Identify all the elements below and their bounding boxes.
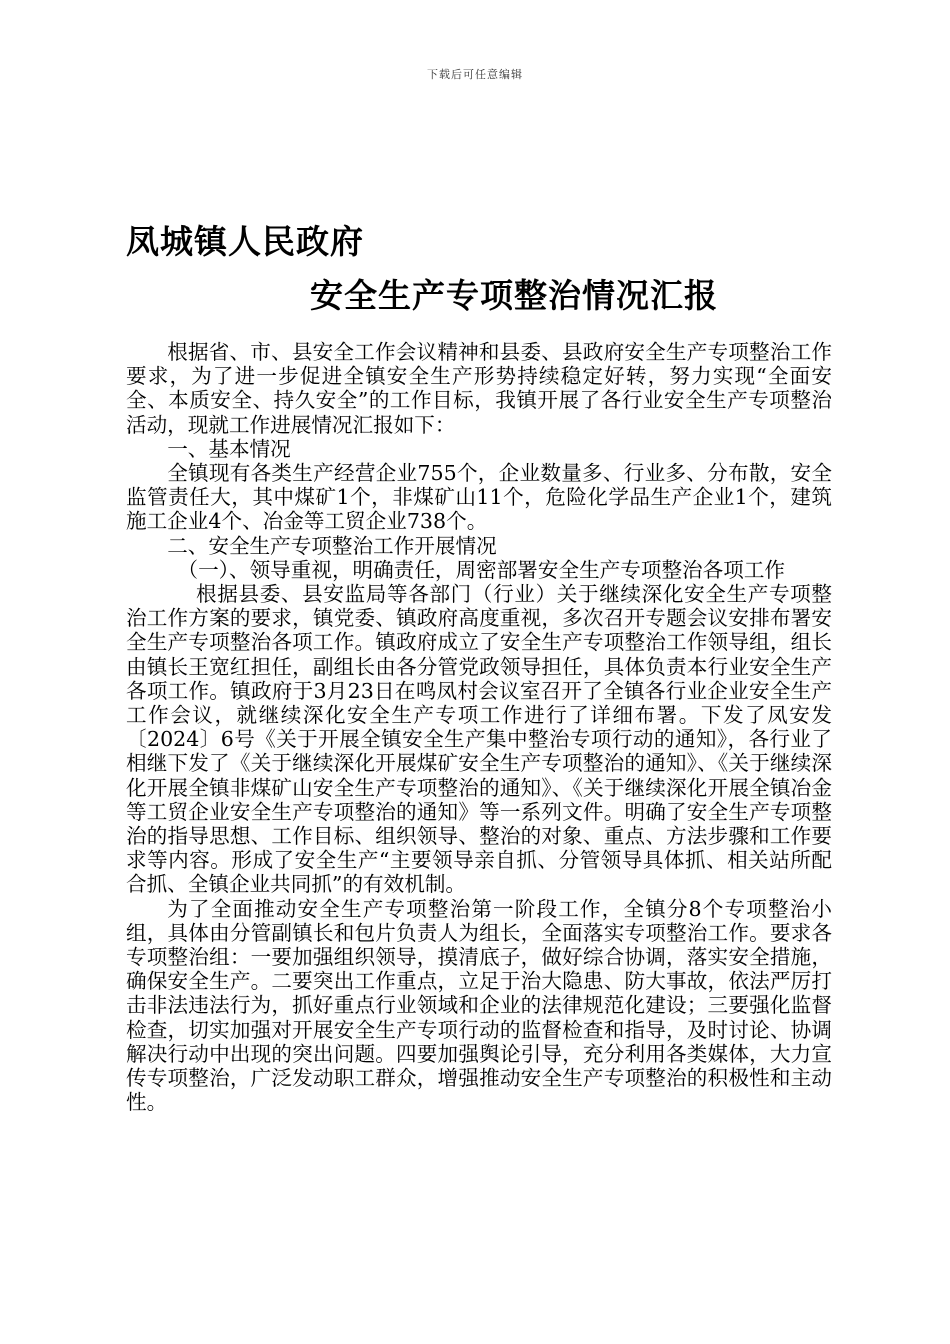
header-note: 下载后可任意编辑 — [427, 68, 523, 81]
paragraph-basic: 全镇现有各类生产经营企业755个，企业数量多、行业多、分布散，安全监管责任大，其中煤矿1个，非煤矿山11个，危险化学品生产企业1个，建筑施工企业4个、冶金等工贸企业738个。 — [126, 461, 832, 534]
document-title-line1: 凤城镇人民政府 — [126, 222, 364, 261]
document-title-line2: 安全生产专项整治情况汇报 — [310, 276, 718, 315]
document-body — [126, 340, 832, 1115]
subsection-heading-1: （一）、领导重视，明确责任，周密部署安全生产专项整治各项工作 — [177, 557, 786, 582]
paragraph-stage-one: 为了全面推动安全生产专项整治第一阶段工作，全镇分8个专项整治小组，具体由分管副镇长和包片负责人为组长，全面落实专项整治工作。要求各专项整治组：一要加强组织领导，摸清底子，做好综合协调，落实安全措施，确保安全生产。二要突出工作重点，立足于治大隐患、防大事故，依法严厉打击非法违法行为，抓好重点行业领域和企业的法律规范化建设；三要强化监督检查，切实加强对开展安全生产专项行动的监督检查和指导，及时讨论、协调解决行动中出现的突出问题。四要加强舆论引导，充分利用各类媒体，大力宣传专项整治，广泛发动职工群众，增强推动安全生产专项整治的积极性和主动性。 — [126, 896, 832, 1115]
paragraph-leadership: 根据县委、县安监局等各部门（行业）关于继续深化安全生产专项整治工作方案的要求，镇党委、镇政府高度重视，多次召开专题会议安排布署安全生产专项整治各项工作。镇政府成立了安全生产专项整治工作领导组，组长由镇长王宽红担任，副组长由各分管党政领导担任，具体负责本行业安全生产各项工作。镇政府于3月23日在鸣凤村会议室召开了全镇各行业企业安全生产工作会议，就继续深化安全生产专项工作进行了详细布署。下发了凤安发〔2024〕6号《关于开展全镇安全生产集中整治专项行动的通知》，各行业了相继下发了《关于继续深化开展煤矿安全生产专项整治的通知》、《关于继续深化开展全镇非煤矿山安全生产专项整治的通知》、《关于继续深化开展全镇冶金等工贸企业安全生产专项整治的通知》等一系列文件。明确了安全生产专项整治的指导思想、工作目标、组织领导、整治的对象、重点、方法步骤和工作要求等内容。形成了安全生产“主要领导亲自抓、分管领导具体抓、相关站所配合抓、全镇企业共同抓”的有效机制。 — [126, 582, 832, 897]
section-heading-basic: 一、基本情况 — [167, 436, 291, 461]
section-heading-progress: 二、安全生产专项整治工作开展情况 — [167, 533, 497, 558]
paragraph-intro: 根据省、市、县安全工作会议精神和县委、县政府安全生产专项整治工作要求，为了进一步促进全镇安全生产形势持续稳定好转，努力实现“全面安全、本质安全、持久安全”的工作目标，我镇开展了各行业安全生产专项整治活动，现就工作进展情况汇报如下： — [126, 340, 832, 437]
